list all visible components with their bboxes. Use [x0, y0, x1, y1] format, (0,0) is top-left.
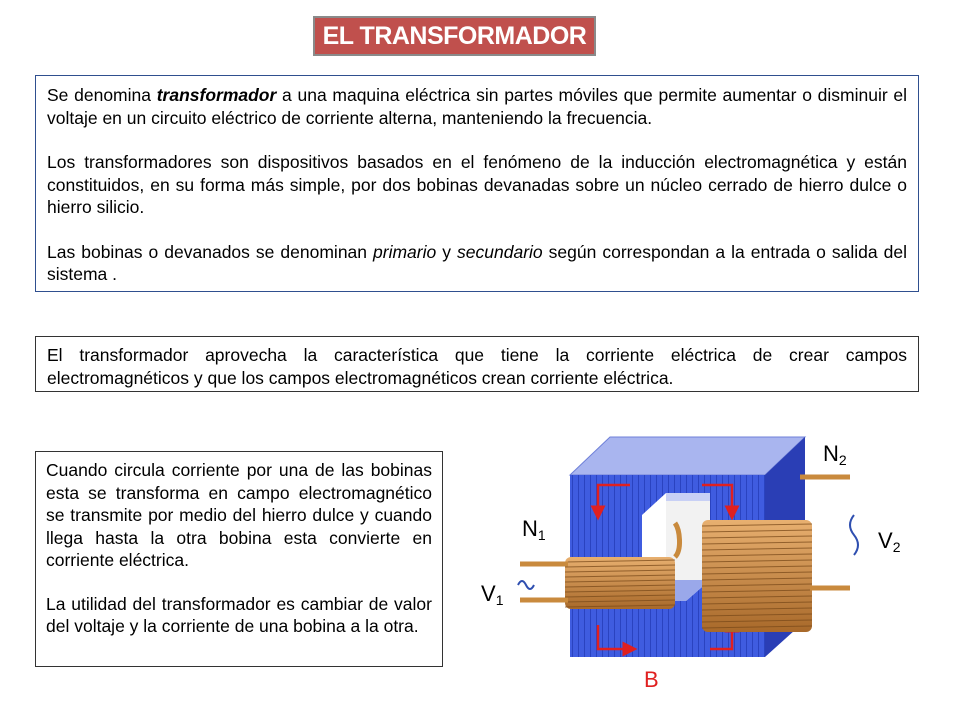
explanation-paragraph-1: Cuando circula corriente por una de las bobinas esta se transforma en campo electromagnético se transmite por medio del hierro dulce y cuando llega hasta la otra bobina esta convierte en corriente eléctrica. [46, 460, 432, 570]
principle-text: El transformador aprovecha la característica que tiene la corriente eléctrica de crear campos electromagnéticos y que los campos electromagnéticos crean corriente eléctrica. [47, 345, 907, 388]
explanation-box [35, 451, 443, 667]
label-v2: V2 [878, 528, 901, 555]
term-secundario: secundario [457, 241, 543, 262]
transformer-diagram [470, 425, 940, 695]
primary-leads [520, 564, 568, 600]
label-v1: V1 [481, 581, 504, 608]
intro-paragraph-3: Las bobinas o devanados se denominan primario y secundario según correspondan a la entrada o salida del sistema . [47, 241, 907, 284]
principle-box [35, 336, 919, 392]
core-top-face [570, 437, 805, 475]
label-n1: N1 [522, 516, 546, 543]
label-n2: N2 [823, 441, 847, 468]
page-title: EL TRANSFORMADOR [313, 16, 596, 56]
label-b: B [644, 667, 659, 692]
term-transformador: transformador [156, 85, 277, 105]
ac-source-symbol-v1 [518, 581, 534, 589]
explanation-paragraph-2: La utilidad del transformador es cambiar de valor del voltaje y la corriente de una bobina a la otra. [46, 593, 432, 636]
term-primario: primario [373, 241, 437, 262]
ac-output-symbol-v2 [850, 515, 858, 555]
intro-paragraph-2: Los transformadores son dispositivos basados en el fenómeno de la inducción electromagnética y están constituidos, en su forma más simple, por dos bobinas devanadas sobre un núcleo cerrado de hierro dulce o hierro silicio. [47, 152, 907, 217]
intro-box [35, 75, 919, 292]
secondary-coil [702, 520, 812, 632]
intro-paragraph-1: Se denomina transformador a una maquina eléctrica sin partes móviles que permite aumentar o disminuir el voltaje en un circuito eléctrico de corriente alterna, manteniendo la frecuencia. [47, 85, 907, 128]
